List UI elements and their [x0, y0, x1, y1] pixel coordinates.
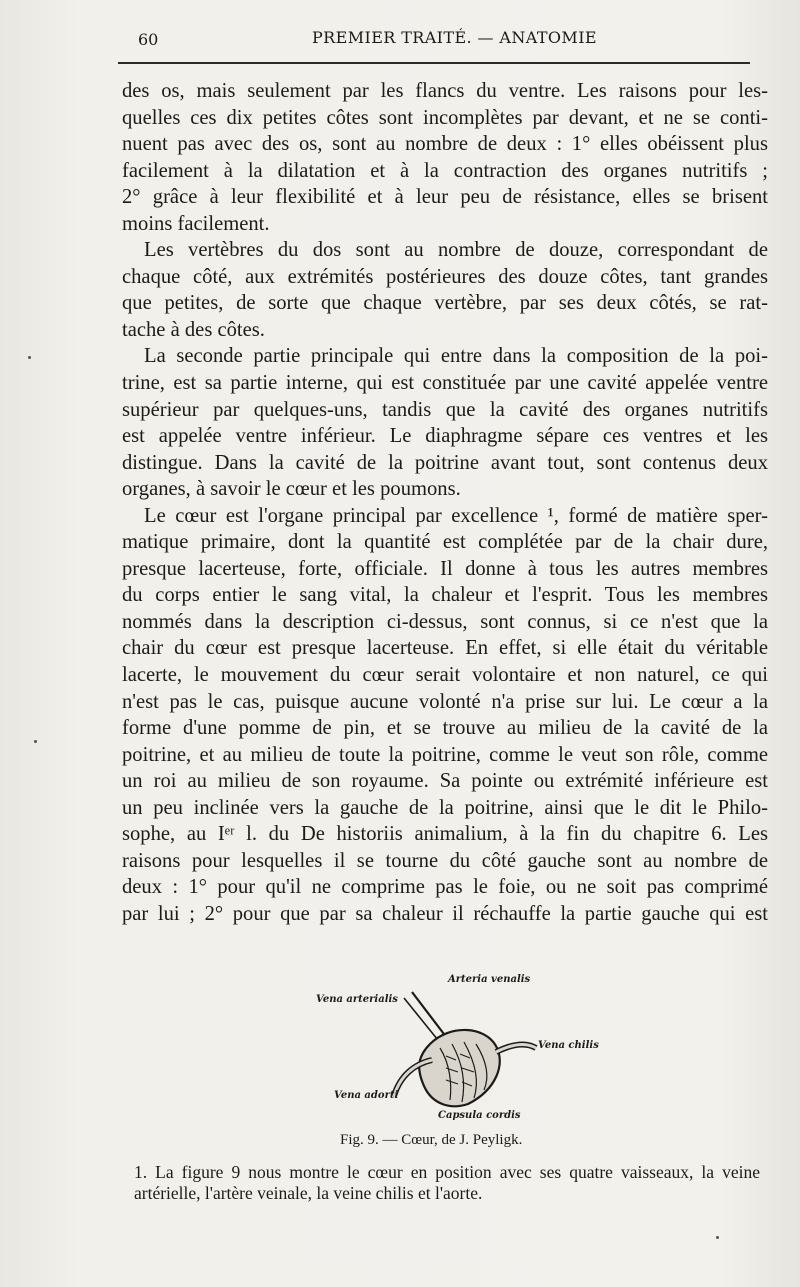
body-line: presque lacerteuse, forte, officiale. Il donne à tous les autres membres [122, 557, 768, 580]
running-title: PREMIER TRAITÉ. — ANATOMIE [312, 28, 598, 47]
header-rule [118, 62, 750, 64]
scan-speck [716, 1236, 719, 1239]
heart-figure [300, 964, 630, 1124]
figure-caption: Fig. 9. — Cœur, de J. Peyligk. [340, 1132, 523, 1148]
body-line: poitrine, et au milieu de toute la poitrine, comme le veut son rôle, comme [122, 743, 768, 766]
label-vena-arterialis: Vena arterialis [316, 994, 398, 1005]
body-line: Les vertèbres du dos sont au nombre de douze, correspondant de [144, 239, 768, 262]
body-line: trine, est sa partie interne, qui est constituée par une cavité appelée ventre [122, 372, 768, 395]
label-capsula-cordis: Capsula cordis [438, 1110, 521, 1121]
body-line: tache à des côtes. [122, 318, 265, 341]
body-line: quelles ces dix petites côtes sont incomplètes par devant, et ne se conti- [122, 106, 768, 129]
body-line: nommés dans la description ci-dessus, sont connus, si ce n'est que la [122, 610, 768, 633]
body-line: Le cœur est l'organe principal par excellence ¹, formé de matière sper- [144, 504, 768, 527]
footnote [134, 1162, 760, 1204]
body-line: que petites, de sorte que chaque vertèbre, par ses deux côtés, se rat- [122, 292, 768, 315]
body-line: nuent pas avec des os, sont au nombre de deux : 1° elles obéissent plus [122, 133, 768, 156]
body-line: supérieur par quelques-uns, tandis que la cavité des organes nutritifs [122, 398, 768, 421]
body-line: raisons pour lesquelles il se tourne du côté gauche sont au nombre de [122, 849, 768, 872]
body-line: moins facilement. [122, 212, 270, 235]
body-line: forme d'une pomme de pin, et se trouve au milieu de la cavité de la [122, 717, 768, 740]
body-line: chaque côté, aux extrémités postérieures des douze côtes, tant grandes [122, 265, 768, 288]
body-line: La seconde partie principale qui entre dans la composition de la poi- [144, 345, 768, 368]
label-vena-adorti: Vena adorti [334, 1090, 399, 1101]
footnote-line: 1. La figure 9 nous montre le cœur en position avec ses quatre vaisseaux, la veine [134, 1162, 760, 1182]
body-line: facilement à la dilatation et à la contraction des organes nutritifs ; [122, 159, 768, 182]
body-line: matique primaire, dont la quantité est complétée par de la chair dure, [122, 531, 768, 554]
body-line: sophe, au Iᵉʳ l. du De historiis animalium, à la fin du chapitre 6. Les [122, 823, 768, 846]
body-line: un peu inclinée vers la gauche de la poitrine, ainsi que le dit le Philo- [122, 796, 768, 819]
body-line: lacerte, le mouvement du cœur serait volontaire et non naturel, ce qui [122, 664, 768, 687]
body-line: chair du cœur est presque lacerteuse. En effet, si elle était du véritable [122, 637, 768, 660]
body-line: par lui ; 2° pour que par sa chaleur il réchauffe la partie gauche qui est [122, 902, 768, 925]
scan-speck [28, 356, 31, 359]
body-line: 2° grâce à leur flexibilité et à leur peu de résistance, elles se brisent [122, 186, 768, 209]
scan-speck [34, 740, 37, 743]
heart-body [419, 1030, 500, 1106]
label-arteria-venalis: Arteria venalis [448, 974, 531, 985]
page-header [118, 28, 768, 58]
body-line: des os, mais seulement par les flancs du ventre. Les raisons pour les- [122, 80, 768, 102]
body-line: n'est pas le cas, puisque aucune volonté n'a prise sur lui. Le cœur a la [122, 690, 768, 713]
body-text [122, 78, 768, 928]
body-line: un roi au milieu de son royaume. Sa pointe ou extrémité inférieure est [122, 770, 768, 793]
footnote-line: artérielle, l'artère veinale, la veine chilis et l'aorte. [134, 1183, 483, 1203]
body-line: deux : 1° pour qu'il ne comprime pas le foie, ou ne soit pas comprimé [122, 876, 768, 899]
body-line: organes, à savoir le cœur et les poumons. [122, 478, 461, 501]
body-line: du corps entier le sang vital, la chaleur et l'esprit. Tous les membres [122, 584, 768, 607]
page-number: 60 [138, 30, 159, 49]
body-line: distingue. Dans la cavité de la poitrine avant tout, sont contenus deux [122, 451, 768, 474]
label-vena-chilis: Vena chilis [538, 1040, 599, 1051]
body-line: est appelée ventre inférieur. Le diaphragme sépare ces ventres et les [122, 425, 768, 448]
